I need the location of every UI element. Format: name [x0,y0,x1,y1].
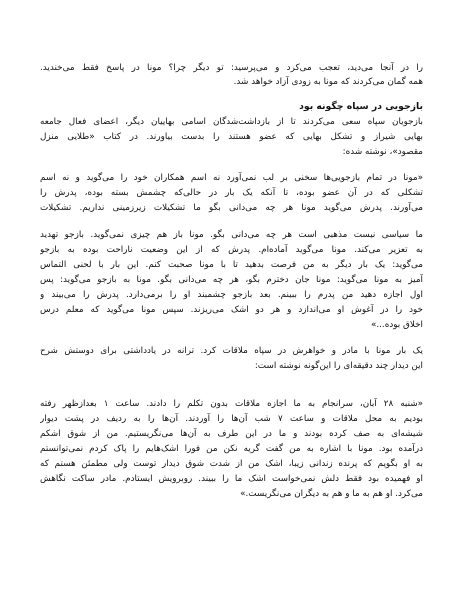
paragraph-line: ما سیاسی نیست مذهبی است هر چه می‌دانی بگو. مونا باز هم چیزی نمی‌گوید. بازجو تهدید [40,230,423,240]
document-page [40,0,423,599]
paragraph-line: یک بار مونا با مادر و خواهرش در سپاه ملاقات کرد. ترانه در یادداشتی برای دوستش شرح [40,346,423,356]
paragraph-line: «شنبه ۲۸ آبان، سرانجام به ما اجازه ملاقات بدون تکلم را دادند. ساعت ۱ بعدازظهر رفته [40,399,423,409]
paragraph-line: «مونا در تمام بازجویی‌ها سخنی بر لب نمی‌آورد نه اسم همکاران خود را می‌گوید و نه اسم [40,173,423,183]
paragraph-line: اول اجازه دهید من پدرم را ببینم. بعد بازجو چشمبند او را برمی‌دارد. پدرش را می‌بیند و [40,290,423,300]
paragraph-line: به تعزیر می‌کند. مونا می‌گوید آماده‌ام. پدرش که از این وضعیت ناراحت بوده به بازجو [40,245,423,255]
section-heading: بازجویی در سپاه چگونه بود [299,101,423,112]
paragraph-line: آمیز به مونا می‌گوید: مونا جان دخترم بگو، هر چه می‌دانی بگو. مونا به بازجو می‌گوید: پس [40,275,423,285]
paragraph-line: خود را در آغوش او می‌اندازد و هر دو اشک می‌ریزند. سپس مونا می‌گوید که معلم درس [40,305,423,315]
paragraph-line: بودیم به محل ملاقات و ساعت ۷ شب آن‌ها را آوردند. آن‌ها را به ردیف در پشت دیوار [40,414,423,424]
paragraph-line: تشکلی که در آن عضو بوده، تا آنکه یک بار در حالی‌که چشمش بسته بوده، پدرش را [40,188,423,198]
paragraph-line: اخلاق بوده...» [370,320,423,330]
paragraph-line: این دیدار چند دقیقه‌ای را این‌گونه نوشته است: [254,361,423,371]
paragraph-line: می‌گوید: یک بار دیگر به من فرصت بدهید تا با مونا صحبت کنم. این بار با لحنی التماس [40,260,423,270]
paragraph-line: را در آنجا می‌دید، تعجب می‌کرد و می‌پرسید: تو دیگر چرا؟ مونا در پاسخ فقط می‌خندید. [40,63,423,73]
paragraph-line: مقصود»، نوشته شده: [342,147,423,157]
paragraph-line: می‌آورند. پدرش می‌گوید مونا هر چه می‌دانی بگو ما تشکیلات زیرزمینی نداریم. تشکیلات [40,203,423,213]
paragraph-line: بهایی شیراز و تشکل بهایی که عضو هستند را بدست بیاورند. در کتاب «طلایی منزل [40,132,423,142]
paragraph-line: همه گمان می‌کردند که مونا به زودی آزاد خواهد شد. [233,77,423,87]
paragraph-line: می‌کرد. او هم به ما و هم به دیگران می‌نگریست.» [240,489,423,499]
paragraph-line: شیشه‌ای به صف کرده بودند و ما در این طرف به آن‌ها می‌نگریستیم. من از شوق اشکم [40,429,423,439]
paragraph-line: درآمده بود. مونا با اشاره به من گفت گریه نکن من فورا اشک‌هایم را پاک کردم نمی‌توانستم [40,444,423,454]
paragraph-line: به او بگویم که پرنده زندانی زیبا، اشک من از شدت شوق دیدار توست ولی مطمئن هستم که [40,459,423,469]
paragraph-line: بازجویان سپاه سعی می‌کردند تا از بازداشت‌شدگان اسامی بهاییان دیگر، اعضای فعال جامعه [40,117,423,127]
paragraph-line: او فهمیده بود فقط دلش نمی‌خواست اشک ما را ببیند. روبرویش ایستادم. مادر ساکت نگاهش [40,474,423,484]
